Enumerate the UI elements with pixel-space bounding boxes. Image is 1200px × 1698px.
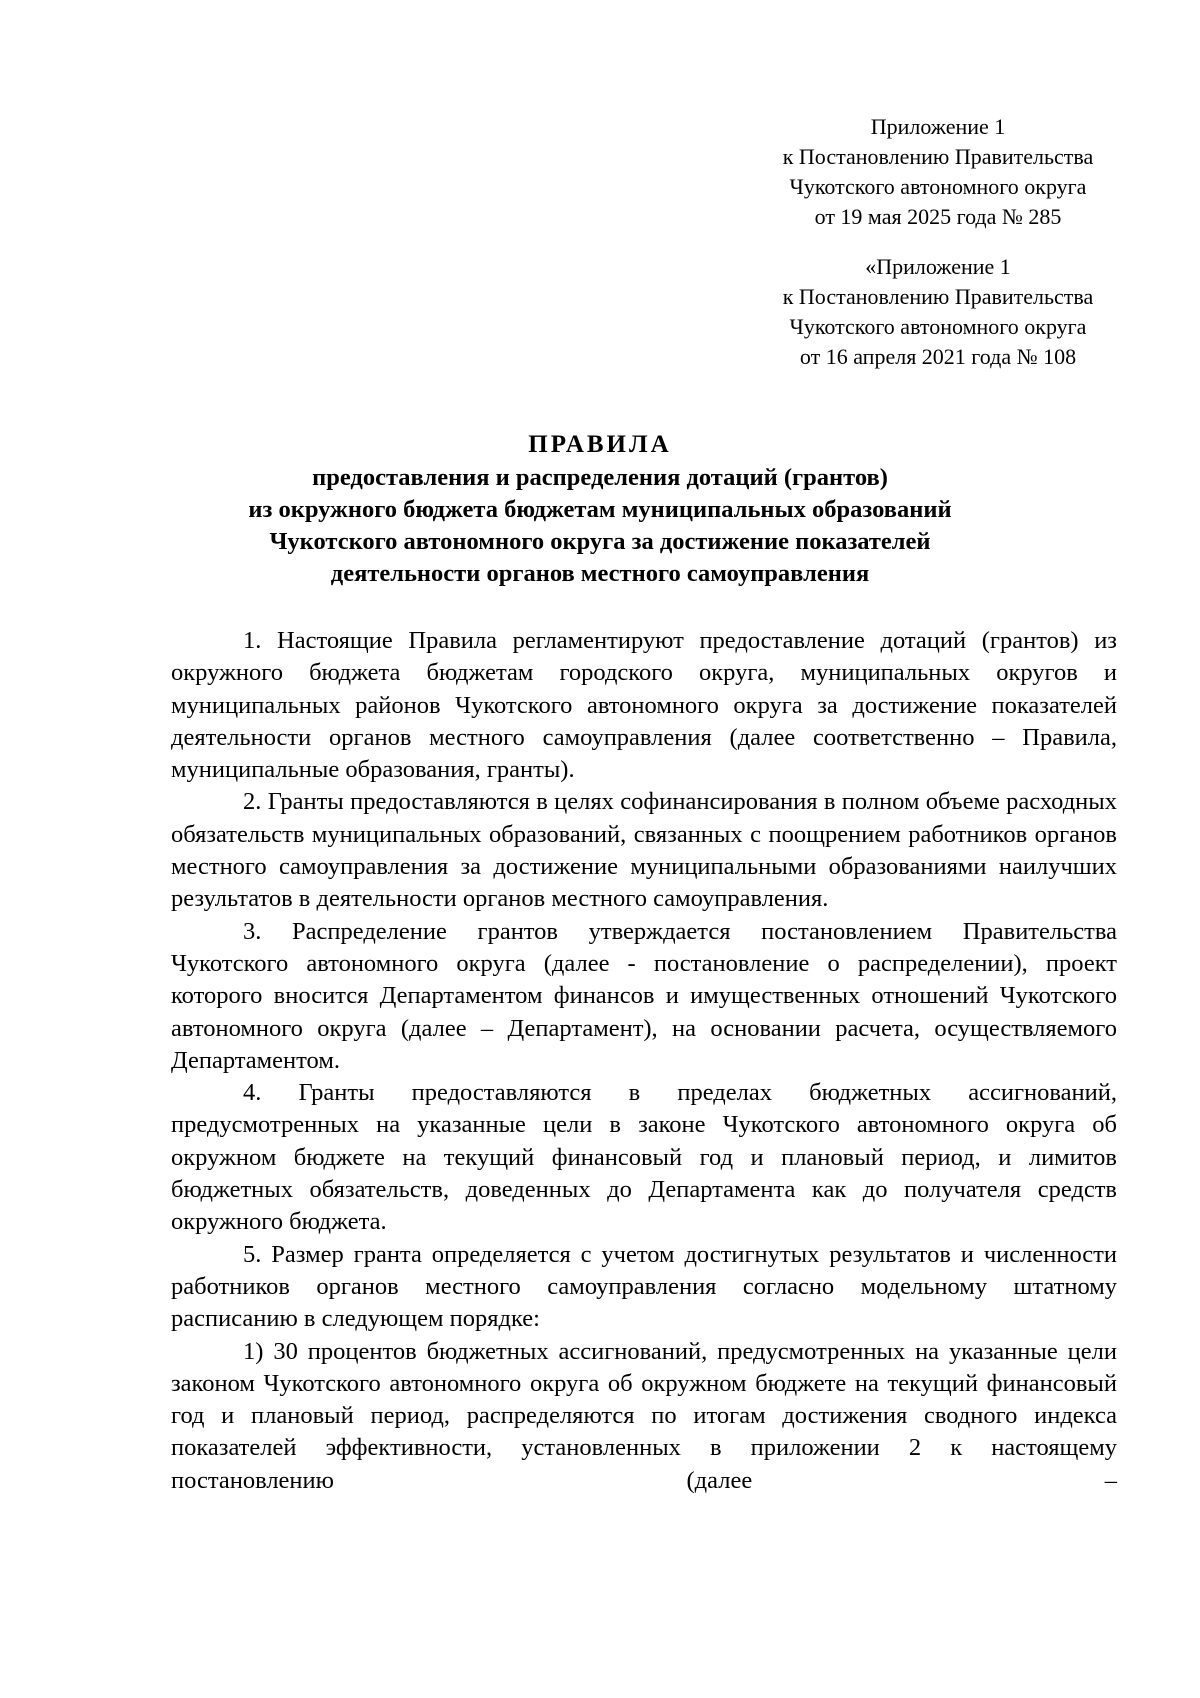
paragraph-4: 4. Гранты предоставляются в пределах бюджетных ассигнований, предусмотренных на указанные цели в законе Чукотского автономного округа об окружном бюджете на текущий финансовый год и плановый период, и лимитов бюджетных обязательств, доведенных до Департамента как до получателя средств окружного бюджета. <box>171 1079 1117 1236</box>
paragraph-2: 2. Гранты предоставляются в целях софинансирования в полном объеме расходных обязательств муниципальных образований, связанных с поощрением работников органов местного самоуправления за достижение муниципальными образованиями наилучших результатов в деятельности органов местного самоуправления. <box>171 788 1117 913</box>
paragraph-3: 3. Распределение грантов утверждается постановлением Правительства Чукотского автономного округа (далее - постановление о распределении), проект которого вносится Департаментом финансов и имущественных отношений Чукотского автономного округа (далее – Департамент), на основании расчета, осуществляемого Департаментом. <box>171 917 1117 1074</box>
title-subtitle-line-2: из окружного бюджета бюджетам муниципальных образований <box>248 496 952 523</box>
title-main: ПРАВИЛА <box>528 431 672 458</box>
annex-previous-line-3: Чукотского автономного округа <box>789 314 1087 339</box>
annex-current-line-4: от 19 мая 2025 года № 285 <box>814 204 1062 229</box>
annex-reference-previous <box>760 252 1116 372</box>
paragraph-5: 5. Размер гранта определяется с учетом достигнутых результатов и численности работников органов местного самоуправления согласно модельному штатному расписанию в следующем порядке: <box>171 1240 1117 1333</box>
paragraph-1: 1. Настоящие Правила регламентируют предоставление дотаций (грантов) из окружного бюджета бюджетам городского округа, муниципальных округов и муниципальных районов Чукотского автономного округа за достижение показателей деятельности органов местного самоуправления (далее соответственно – Правила, муниципальные образования, гранты). <box>171 627 1117 784</box>
document-body <box>171 625 1117 1497</box>
title-subtitle-line-4: деятельности органов местного самоуправления <box>330 560 870 587</box>
annex-current-line-1: Приложение 1 <box>870 114 1006 139</box>
annex-current-line-2: к Постановлению Правительства <box>782 144 1094 169</box>
annex-previous-line-4: от 16 апреля 2021 года № 108 <box>799 344 1077 369</box>
annex-previous-line-2: к Постановлению Правительства <box>782 284 1094 309</box>
title-subtitle-line-3: Чукотского автономного округа за достижение показателей <box>269 528 931 555</box>
paragraph-5-item-1: 1) 30 процентов бюджетных ассигнований, предусмотренных на указанные цели законом Чукотского автономного округа об окружном бюджете на текущий финансовый год и плановый период, распределяются по итогам достижения сводного индекса показателей эффективности, установленных в приложении 2 к настоящему постановлению (далее – <box>171 1337 1117 1494</box>
annex-previous-line-1: «Приложение 1 <box>865 254 1011 279</box>
annex-reference-current <box>760 112 1116 232</box>
annex-current-line-3: Чукотского автономного округа <box>789 174 1087 199</box>
document-title <box>150 428 1050 590</box>
title-subtitle-line-1: предоставления и распределения дотаций (грантов) <box>312 464 888 491</box>
